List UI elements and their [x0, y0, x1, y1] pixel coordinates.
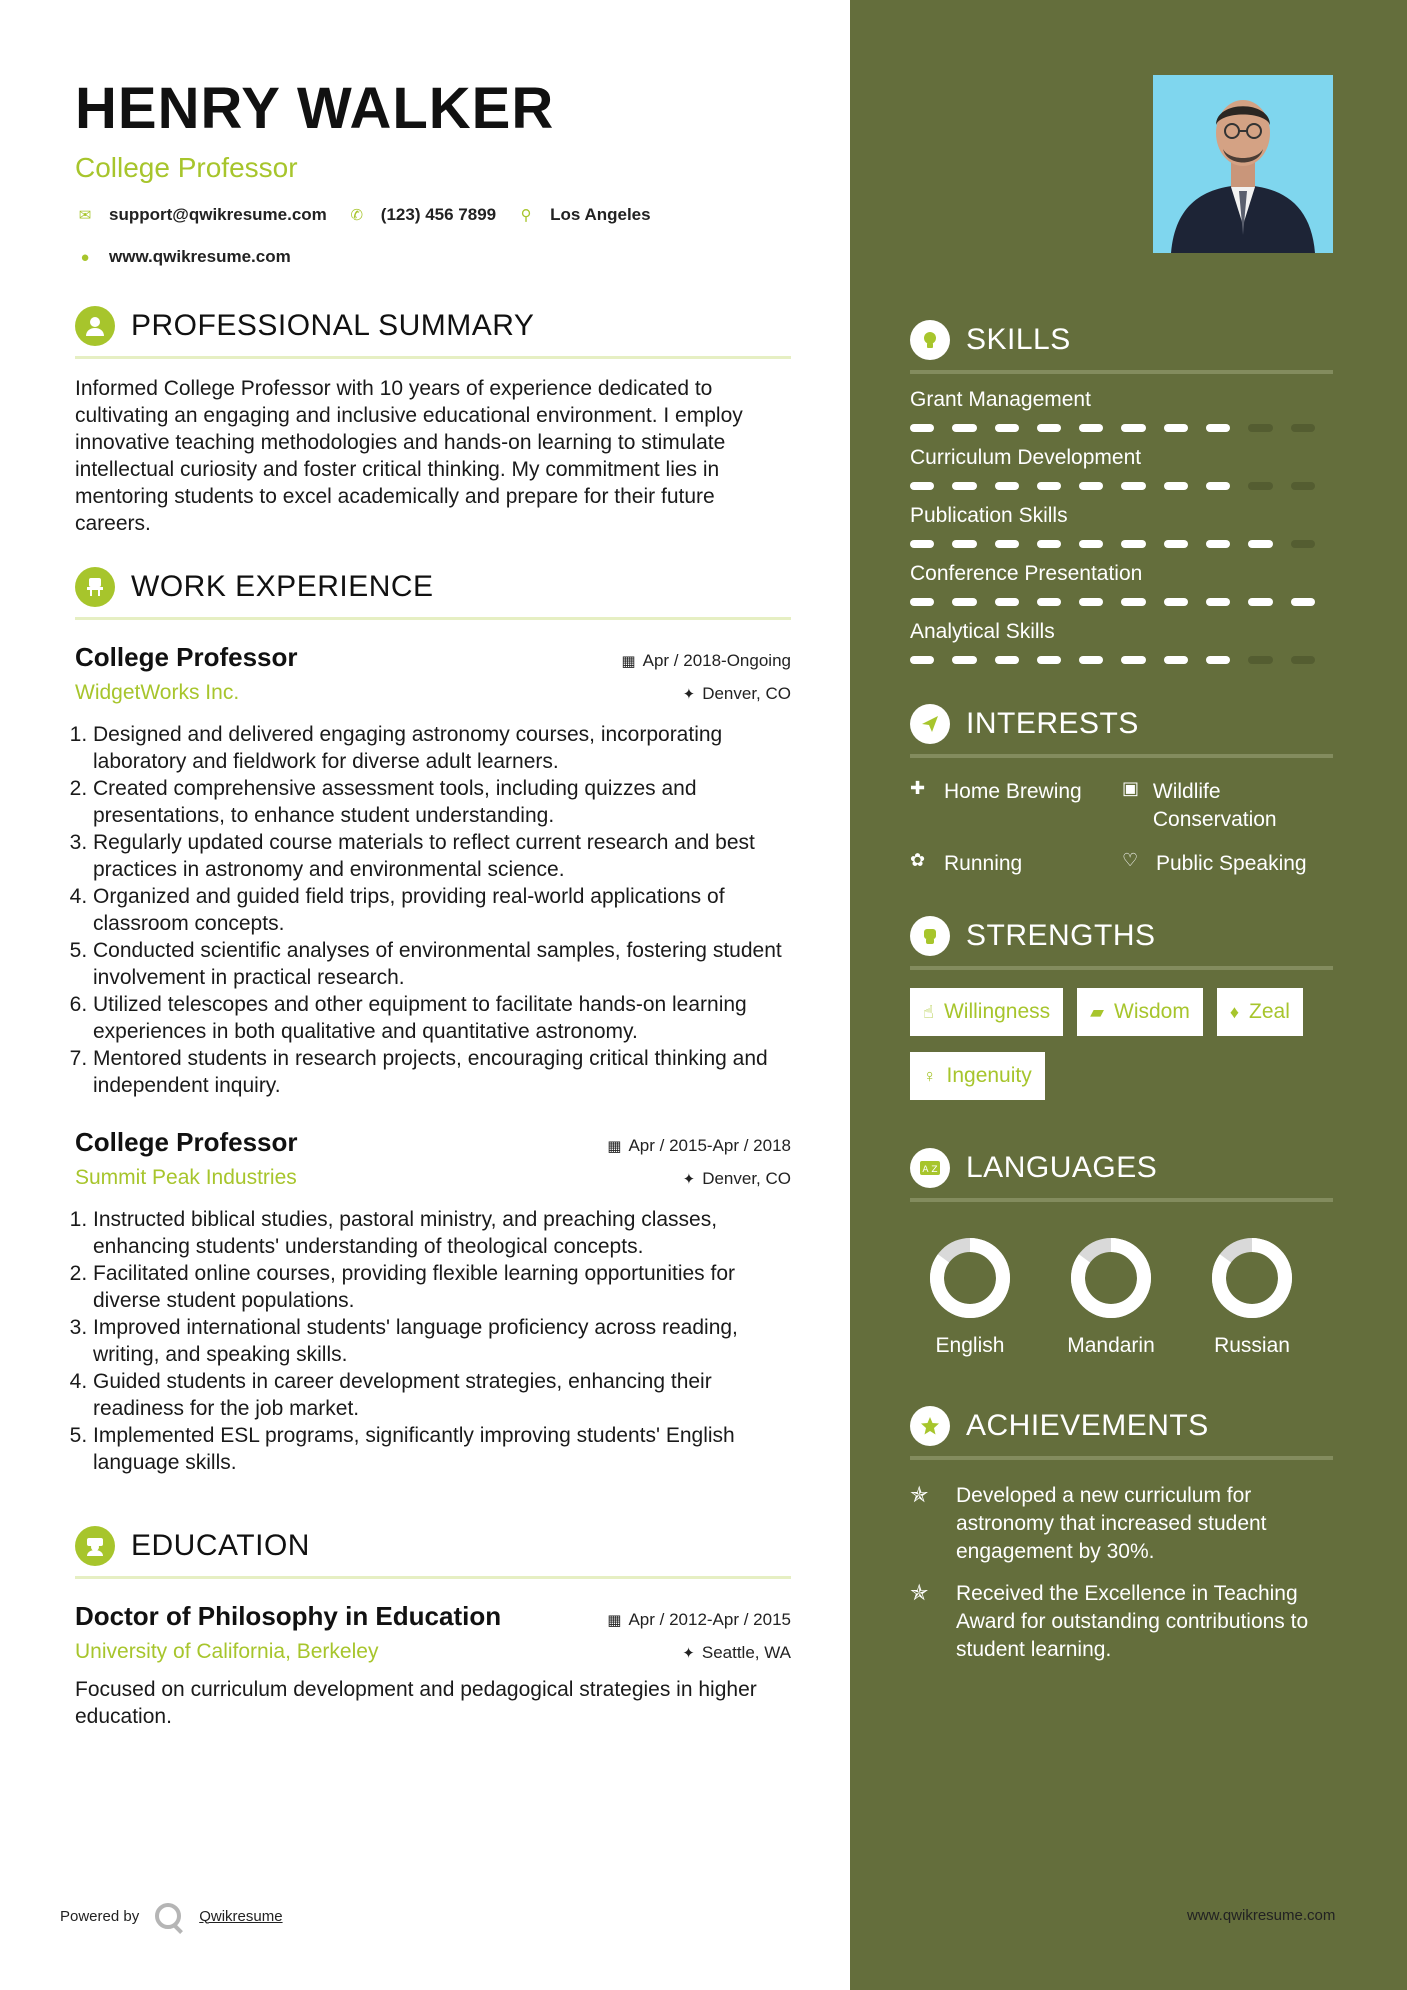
- education-location: Seattle, WA: [701, 1643, 791, 1662]
- skill-rating: [910, 656, 1333, 664]
- list-item: 1. Instructed biblical studies, pastoral ministry, and preaching classes, enhancing students' understanding of theological concepts.: [93, 1206, 791, 1260]
- education-heading: EDUCATION: [131, 1529, 310, 1562]
- candidate-title: College Professor: [75, 152, 298, 183]
- rating-dash: [1206, 424, 1230, 432]
- star-hand-icon: ✯: [910, 1482, 929, 1507]
- degree: Doctor of Philosophy in Education: [75, 1601, 502, 1631]
- skill-item: [910, 388, 1333, 432]
- rating-dash: [995, 656, 1019, 664]
- skill-item: [910, 446, 1333, 490]
- language-item: [910, 1236, 1051, 1358]
- calendar-icon: ▦: [607, 1138, 622, 1155]
- skill-rating: [910, 482, 1333, 490]
- job-entry: [75, 642, 791, 1099]
- language-gauge: [1210, 1236, 1294, 1320]
- puzzle-icon: ✚: [910, 778, 926, 798]
- candidate-name: HENRY WALKER: [75, 76, 555, 141]
- education-entry: [75, 1601, 791, 1730]
- footer-branding: [60, 1903, 283, 1929]
- rating-dash: [1037, 424, 1061, 432]
- rating-dash: [1164, 540, 1188, 548]
- languages-list: [910, 1236, 1333, 1358]
- rating-dash: [1079, 424, 1103, 432]
- languages-heading: LANGUAGES: [966, 1151, 1158, 1184]
- list-item: 2. Created comprehensive assessment tools, including quizzes and presentations, to enhance student understanding.: [93, 775, 791, 829]
- company-name: Summit Peak Industries: [75, 1166, 297, 1189]
- qwikresume-logo-icon: [155, 1903, 181, 1929]
- skill-name: Grant Management: [910, 388, 1091, 411]
- skill-rating: [910, 424, 1333, 432]
- strength-tag: ♀ Ingenuity: [910, 1052, 1045, 1100]
- rating-dash: [952, 482, 976, 490]
- job-title: College Professor: [75, 1127, 298, 1157]
- strength-tag: ▰ Wisdom: [1077, 988, 1203, 1036]
- list-item: ✯ Developed a new curriculum for astronomy that increased student engagement by 30%.: [910, 1482, 1340, 1566]
- thumbs-up-icon: ☝: [923, 1001, 934, 1022]
- rating-dash: [1121, 598, 1145, 606]
- paper-plane-icon: [910, 704, 950, 744]
- paw-icon: ✿: [910, 850, 926, 870]
- education-dates: Apr / 2012-Apr / 2015: [628, 1610, 791, 1629]
- calendar-icon: ▦: [621, 653, 636, 670]
- rating-dash: [995, 424, 1019, 432]
- list-item: 3. Improved international students' language proficiency across reading, writing, and speaking skills.: [93, 1314, 791, 1368]
- list-item: ♡ Public Speaking: [1122, 850, 1307, 875]
- list-item: 5. Implemented ESL programs, significantly improving students' English language skills.: [93, 1422, 791, 1476]
- rating-dash: [1079, 540, 1103, 548]
- summary-text: Informed College Professor with 10 years of experience dedicated to cultivating an engaging and inclusive educational environment. I employ innovative teaching methodologies and hands-on learning to stimulate intellectual curiosity and foster critical thinking. My commitment lies in mentoring students to excel academically and prepare for their future careers.: [75, 377, 743, 535]
- job-title: College Professor: [75, 642, 298, 672]
- rating-dash: [1291, 656, 1315, 664]
- rating-dash: [1206, 656, 1230, 664]
- rating-dash: [1164, 482, 1188, 490]
- rating-dash: [1206, 598, 1230, 606]
- profile-photo: [1153, 75, 1333, 253]
- language-icon: [910, 1148, 950, 1188]
- rating-dash: [1164, 656, 1188, 664]
- rating-dash: [1037, 598, 1061, 606]
- skill-name: Curriculum Development: [910, 446, 1142, 469]
- graduate-icon: [75, 1526, 115, 1566]
- language-gauge: [928, 1236, 1012, 1320]
- rating-dash: [910, 598, 934, 606]
- star-hand-icon: ✯: [910, 1580, 929, 1605]
- list-item: ✯ Received the Excellence in Teaching Award for outstanding contributions to student learning.: [910, 1580, 1340, 1664]
- education-section: [75, 1526, 850, 1730]
- list-item: 1. Designed and delivered engaging astronomy courses, incorporating laboratory and fieldwork for diverse adult learners.: [93, 721, 791, 775]
- map-marker-icon: ⚲: [520, 207, 532, 224]
- rating-dash: [1037, 540, 1061, 548]
- skill-name: Analytical Skills: [910, 620, 1055, 643]
- rating-dash: [1121, 540, 1145, 548]
- list-item: ▣ Wildlife Conservation: [1122, 778, 1277, 831]
- lightbulb-icon: ♀: [923, 1065, 937, 1086]
- rating-dash: [1037, 656, 1061, 664]
- job-dates: Apr / 2015-Apr / 2018: [628, 1136, 791, 1155]
- skill-item: [910, 620, 1333, 664]
- user-icon: [75, 306, 115, 346]
- rating-dash: [1079, 598, 1103, 606]
- pin-icon: ✦: [682, 1645, 695, 1662]
- rating-dash: [1037, 482, 1061, 490]
- rating-dash: [1164, 598, 1188, 606]
- company-name: WidgetWorks Inc.: [75, 681, 240, 704]
- rating-dash: [1291, 540, 1315, 548]
- book-icon: ▰: [1090, 1001, 1105, 1022]
- pin-icon: ✦: [682, 686, 696, 703]
- strengths-section: [910, 916, 1333, 1116]
- powered-by-label: Powered by: [60, 1907, 140, 1925]
- fist-icon: [910, 916, 950, 956]
- certificate-icon: ▣: [1122, 778, 1140, 798]
- experience-heading: WORK EXPERIENCE: [131, 570, 434, 603]
- list-item: 6. Utilized telescopes and other equipment to facilitate hands-on learning experiences in both qualitative and quantitative astronomy.: [93, 991, 791, 1045]
- website[interactable]: www.qwikresume.com: [109, 247, 291, 266]
- achievements-section: [910, 1406, 1333, 1664]
- skill-rating: [910, 598, 1333, 606]
- list-item: 5. Conducted scientific analyses of environmental samples, fostering student involvement in practical research.: [93, 937, 791, 991]
- list-item: 4. Guided students in career development strategies, enhancing their readiness for the job market.: [93, 1368, 791, 1422]
- rating-dash: [1206, 540, 1230, 548]
- achievements-heading: ACHIEVEMENTS: [966, 1409, 1209, 1442]
- svg-text:A Z: A Z: [922, 1165, 938, 1175]
- job-dates: Apr / 2018-Ongoing: [642, 651, 791, 670]
- interests-heading: INTERESTS: [966, 707, 1139, 740]
- rating-dash: [1248, 482, 1272, 490]
- strengths-heading: STRENGTHS: [966, 919, 1156, 952]
- language-name: English: [935, 1334, 1005, 1357]
- rating-dash: [952, 424, 976, 432]
- language-name: Russian: [1214, 1334, 1290, 1357]
- skill-name: Publication Skills: [910, 504, 1068, 527]
- list-item: 3. Regularly updated course materials to reflect current research and best practices in astronomy and environmental science.: [93, 829, 791, 883]
- language-item: [1051, 1236, 1192, 1358]
- fire-icon: ♦: [1229, 1001, 1240, 1022]
- job-bullets: [75, 1206, 791, 1476]
- list-item: 7. Mentored students in research projects, encouraging critical thinking and independent inquiry.: [93, 1045, 791, 1099]
- language-item: [1192, 1236, 1333, 1358]
- list-item: 4. Organized and guided field trips, providing real-world applications of classroom concepts.: [93, 883, 791, 937]
- phone: (123) 456 7899: [380, 205, 497, 224]
- rating-dash: [1291, 424, 1315, 432]
- location: Los Angeles: [550, 205, 651, 224]
- rating-dash: [910, 482, 934, 490]
- chair-icon: [75, 567, 115, 607]
- skills-list: [910, 388, 1333, 664]
- lightbulb-icon: [910, 320, 950, 360]
- rating-dash: [910, 656, 934, 664]
- email[interactable]: support@qwikresume.com: [109, 205, 327, 224]
- rating-dash: [952, 598, 976, 606]
- skill-name: Conference Presentation: [910, 562, 1143, 585]
- list-item: ✿ Running: [910, 850, 1023, 875]
- rating-dash: [1121, 482, 1145, 490]
- education-description: Focused on curriculum development and pedagogical strategies in higher education.: [75, 1678, 757, 1728]
- skills-heading: SKILLS: [966, 323, 1071, 356]
- experience-section: [75, 567, 850, 1476]
- contact-info: [75, 204, 795, 268]
- rating-dash: [910, 424, 934, 432]
- skills-section: [910, 320, 1333, 664]
- rating-dash: [1248, 656, 1272, 664]
- rating-dash: [1121, 424, 1145, 432]
- strength-tag: ♦ Zeal: [1217, 988, 1303, 1036]
- list-item: ✚ Home Brewing: [910, 778, 1082, 803]
- rating-dash: [952, 540, 976, 548]
- rating-dash: [995, 482, 1019, 490]
- school-name: University of California, Berkeley: [75, 1640, 379, 1663]
- skill-item: [910, 504, 1333, 548]
- rating-dash: [1248, 598, 1272, 606]
- star-badge-icon: [910, 1406, 950, 1446]
- job-location: Denver, CO: [702, 1169, 791, 1188]
- summary-section: [75, 306, 850, 537]
- job-location: Denver, CO: [702, 684, 791, 703]
- brand-link[interactable]: Qwikresume: [199, 1907, 283, 1925]
- rating-dash: [1079, 482, 1103, 490]
- rating-dash: [1079, 656, 1103, 664]
- rating-dash: [1248, 424, 1272, 432]
- phone-icon: ✆: [350, 207, 364, 224]
- rating-dash: [910, 540, 934, 548]
- job-entry: [75, 1127, 791, 1476]
- strength-tag: ☝ Willingness: [910, 988, 1063, 1036]
- pin-icon: ✦: [682, 1171, 696, 1188]
- language-gauge: [1069, 1236, 1153, 1320]
- footer-url[interactable]: www.qwikresume.com: [1187, 1907, 1336, 1924]
- envelope-icon: ✉: [78, 207, 92, 224]
- rating-dash: [1248, 540, 1272, 548]
- rating-dash: [1291, 598, 1315, 606]
- rating-dash: [952, 656, 976, 664]
- calendar-icon: ▦: [607, 1612, 622, 1629]
- rating-dash: [995, 598, 1019, 606]
- skill-rating: [910, 540, 1333, 548]
- rating-dash: [1291, 482, 1315, 490]
- globe-icon: ●: [80, 248, 90, 266]
- list-item: 2. Facilitated online courses, providing flexible learning opportunities for diverse student populations.: [93, 1260, 791, 1314]
- rating-dash: [1206, 482, 1230, 490]
- language-name: Mandarin: [1067, 1334, 1155, 1357]
- summary-heading: PROFESSIONAL SUMMARY: [131, 309, 535, 342]
- skill-item: [910, 562, 1333, 606]
- languages-section: [910, 1148, 1333, 1358]
- heartbeat-icon: ♡: [1122, 850, 1139, 870]
- sidebar: [850, 0, 1407, 1990]
- job-bullets: [75, 721, 791, 1099]
- interests-section: [910, 704, 1333, 878]
- rating-dash: [995, 540, 1019, 548]
- strengths-list: [910, 988, 1340, 1116]
- interests-list: [910, 778, 1333, 878]
- rating-dash: [1121, 656, 1145, 664]
- rating-dash: [1164, 424, 1188, 432]
